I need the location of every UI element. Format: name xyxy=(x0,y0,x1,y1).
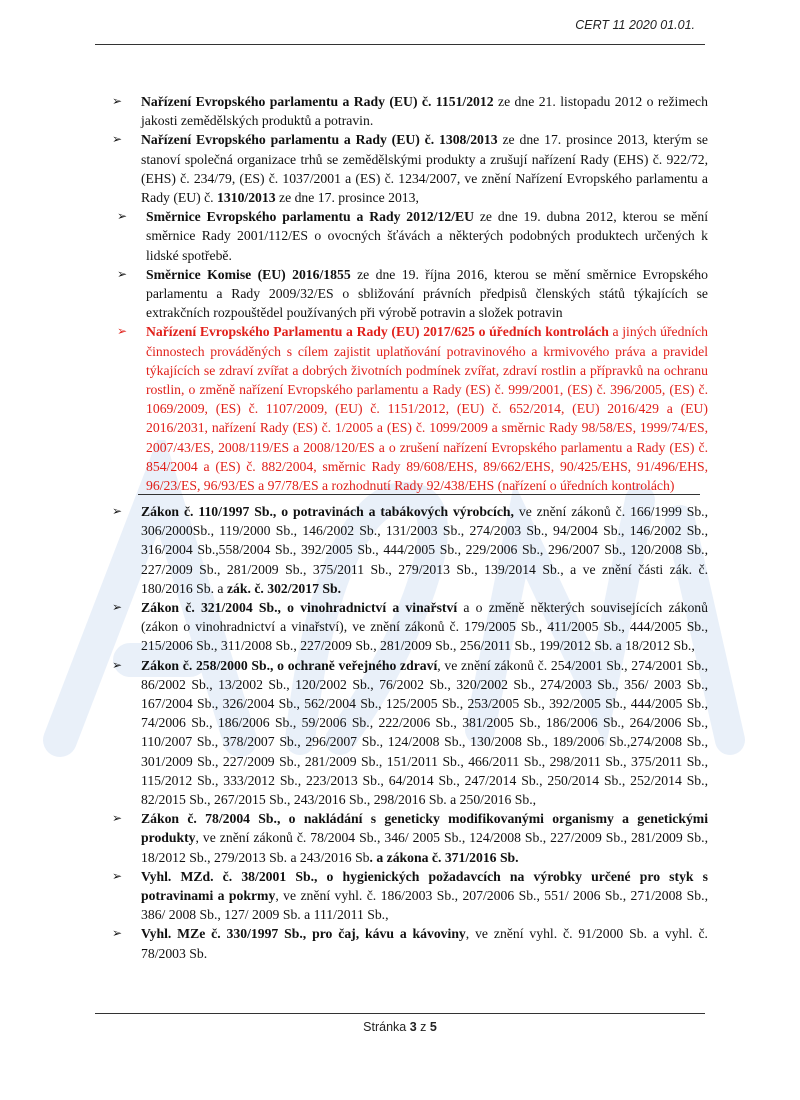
bullet-arrow-icon: ➢ xyxy=(112,600,123,615)
bullet-arrow-icon: ➢ xyxy=(112,811,123,826)
bullet-arrow-icon: ➢ xyxy=(112,94,123,108)
bullet-arrow-icon: ➢ xyxy=(112,868,123,883)
list-item xyxy=(112,867,708,925)
eu-regulations-list xyxy=(112,92,708,495)
document-code-header: CERT 11 2020 01.01. xyxy=(575,18,695,32)
page-number xyxy=(0,1020,800,1034)
item-title-secondary: zák. č. 302/2017 Sb. xyxy=(226,580,342,596)
item-text: , ve znění zákonů č. 78/2004 Sb., 346/ 2005 Sb., 124/2008 Sb., 227/2009 Sb., 281/2009 Sb., 18/2012 Sb., 279/2013 Sb. a 243/2016 Sb xyxy=(141,830,708,865)
item-text-secondary: ze dne 17. prosince 2013, xyxy=(275,190,419,206)
bullet-arrow-icon: ➢ xyxy=(117,324,128,339)
footer-divider xyxy=(95,1013,705,1014)
list-item xyxy=(112,130,708,207)
list-item xyxy=(117,207,708,265)
current-page: 3 xyxy=(409,1020,417,1034)
list-item xyxy=(112,502,708,598)
item-title: Nařízení Evropského parlamentu a Rady (EU) č. 1308/2013 xyxy=(141,132,498,148)
item-text: a o změně některých souvisejících zákonů (zákon o vinohradnictví a vinařství), ve znění zákonů č. 179/2005 Sb., 411/2005 Sb., 444/2005 Sb., 215/2006 Sb., 311/2008 Sb., 227/2009 Sb., 281/2009 Sb., 256/2011 Sb., 199/2012 Sb. a 18/2012 Sb., xyxy=(141,600,708,654)
list-item xyxy=(117,265,708,323)
item-title: Vyhl. MZe č. 330/1997 Sb., pro čaj, kávu a kávoviny xyxy=(141,926,466,942)
section-divider xyxy=(138,494,700,495)
item-text: , ve znění vyhl. č. 186/2003 Sb., 207/2006 Sb., 551/ 2006 Sb., 271/2008 Sb., 386/ 2008 Sb., 127/ 2009 Sb. a 111/2011 Sb., xyxy=(141,888,708,923)
item-title: Nařízení Evropského Parlamentu a Rady (EU) 2017/625 o úředních kontrolách xyxy=(146,324,609,340)
list-item xyxy=(112,924,708,962)
bullet-arrow-icon: ➢ xyxy=(112,926,123,941)
list-item-highlighted xyxy=(117,322,708,495)
page-label: Stránka xyxy=(363,1020,410,1034)
item-title: Zákon č. 321/2004 Sb., o vinohradnictví a vinařství xyxy=(141,600,458,616)
list-item xyxy=(112,809,708,867)
item-title: Směrnice Komise (EU) 2016/1855 xyxy=(146,266,351,282)
bullet-arrow-icon: ➢ xyxy=(112,504,123,518)
item-text: ze dne 19. dubna 2012, kterou se mění směrnice Rady 2001/112/ES o ovocných šťávách a některých podobných produktech určených k lidské spotřebě. xyxy=(146,209,708,263)
item-title: Vyhl. MZd. č. 38/2001 Sb., o hygienických požadavcích na výrobky určené pro styk s potravinami a pokrmy xyxy=(141,868,708,904)
item-text: a jiných úředních činnostech prováděných s cílem zajistit uplatňování potravinového a krmivového práva a pravidel týkajících se zdraví zvířat a dobrých životních podmínek zvířat, zdraví rostlin a přípravků na ochranu rostlin, o změně nařízení Evropského parlamentu a Rady (ES) č. 999/2001, (ES) č. 396/2005, (ES) č. 1069/2009, (ES) č. 1107/2009, (EU) č. 1151/2012, (EU) č. 652/2014, (EU) 2016/429 a (EU) 2016/2031, nařízení Rady (ES) č. 1/2005 a (ES) č. 1099/2009 a směrnic Rady 98/58/ES, 1999/74/ES, 2007/43/ES, 2008/119/ES a 2008/120/ES a o zrušení nařízení Evropského parlamentu a Rady (ES) č. 854/2004 a (ES) č. 882/2004, směrnic Rady 89/608/EHS, 89/662/EHS, 90/425/EHS, 91/496/EHS, 96/23/ES, 96/93/ES a 97/78/ES a rozhodnutí Rady 92/438/EHS (nařízení o úředních kontrolách) xyxy=(146,324,708,494)
header-divider xyxy=(95,44,705,45)
item-title: Zákon č. 110/1997 Sb., o potravinách a tabákových výrobcích, xyxy=(141,504,514,519)
item-title-secondary: 1310/2013 xyxy=(217,190,276,206)
item-title: Zákon č. 78/2004 Sb., o nakládání s geneticky modifikovanými organismy a genetickými produkty xyxy=(141,811,708,846)
item-title: Směrnice Evropského parlamentu a Rady 2012/12/EU xyxy=(146,209,474,225)
item-text: ve znění zákonů č. 166/1999 Sb., 306/2000Sb., 119/2000 Sb., 146/2002 Sb., 131/2003 Sb., 274/2003 Sb., 94/2004 Sb., 146/2002 Sb., 316/2004 Sb.,558/2004 Sb., 392/2005 Sb., 444/2005 Sb., 229/2006 Sb., 296/2007 Sb., 120/2008 Sb., 227/2009 Sb., 281/2009 Sb., 375/2011 Sb., 279/2013 Sb., 139/2014 Sb., a ve znění části zák. č. 180/2016 Sb. a xyxy=(141,504,709,596)
bullet-arrow-icon: ➢ xyxy=(112,132,123,147)
bullet-arrow-icon: ➢ xyxy=(117,266,128,281)
item-text: , ve znění vyhl. č. 91/2000 Sb. a vyhl. č. 78/2003 Sb. xyxy=(141,926,708,961)
item-title-secondary: . a zákona č. 371/2016 Sb. xyxy=(369,849,519,865)
item-title: Zákon č. 258/2000 Sb., o ochraně veřejného zdraví xyxy=(141,657,438,673)
item-text: , ve znění zákonů č. 254/2001 Sb., 274/2001 Sb., 86/2002 Sb., 13/2002 Sb., 120/2002 Sb., 76/2002 Sb., 320/2002 Sb., 274/2003 Sb., 356/ 2003 Sb., 167/2004 Sb., 326/2004 Sb., 562/2004 Sb., 125/2005 Sb., 253/2005 Sb., 392/2005 Sb., 444/2005 Sb., 74/2006 Sb., 186/2006 Sb., 59/2006 Sb., 222/2006 Sb., 381/2005 Sb., 186/2006 Sb., 264/2006 Sb., 110/2007 Sb., 378/2007 Sb., 296/2007 Sb., 124/2008 Sb., 130/2008 Sb., 189/2006 Sb.,274/2008 Sb., 301/2009 Sb., 227/2009 Sb., 281/2009 Sb., 151/2011 Sb., 466/2011 Sb., 298/2011 Sb., 375/2011 Sb., 115/2012 Sb., 333/2012 Sb., 223/2013 Sb., 64/2014 Sb., 247/2014 Sb., 250/2014 Sb., 252/2014 Sb., 82/2015 Sb., 267/2015 Sb., 243/2016 Sb., 298/2016 Sb. a 250/2016 Sb., xyxy=(141,657,708,808)
total-pages: 5 xyxy=(429,1020,437,1034)
item-title: Nařízení Evropského parlamentu a Rady (EU) č. 1151/2012 xyxy=(141,94,494,109)
item-text: ze dne 21. listopadu 2012 o režimech jakosti zemědělských produktů a potravin. xyxy=(141,94,708,129)
item-text: ze dne 17. prosince 2013, kterým se stanoví společná organizace trhů se zemědělskými produkty a zrušují nařízení Rady (EHS) č. 922/72, (EHS) č. 234/79, (ES) č. 1037/2001 a (ES) č. 1234/2007, ve znění Nařízení Evropského parlamentu a Rady (EU) č. xyxy=(141,132,708,206)
list-item xyxy=(112,92,708,130)
list-item xyxy=(112,598,708,656)
list-item xyxy=(112,656,708,810)
bullet-arrow-icon: ➢ xyxy=(112,657,123,672)
page-separator: z xyxy=(416,1020,430,1034)
national-laws-list xyxy=(112,502,708,963)
bullet-arrow-icon: ➢ xyxy=(117,209,128,224)
item-text: ze dne 19. října 2016, kterou se mění směrnice Evropského parlamentu a Rady 2009/32/ES o sbližování právních předpisů členských států týkajících se extrakčních rozpouštědel používaných při výrobě potravin a složek potravin xyxy=(146,266,708,321)
